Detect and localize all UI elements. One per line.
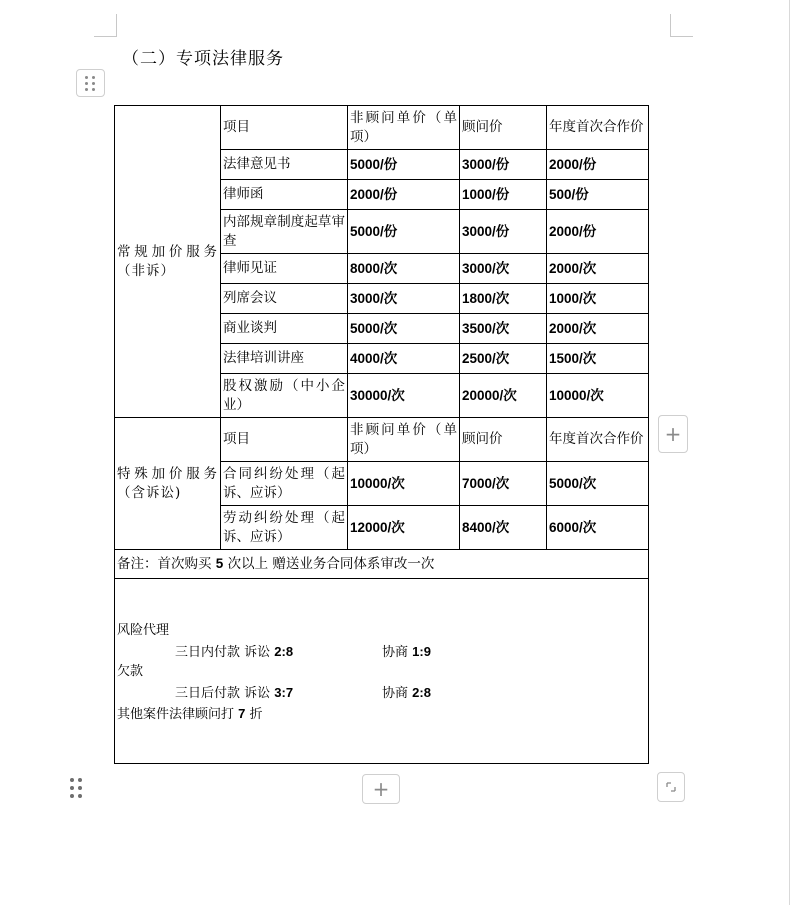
price-cell: 3000/次 — [460, 254, 547, 284]
within3-neg-line — [382, 642, 431, 662]
price-cell: 2000/份 — [547, 210, 649, 254]
price-cell: 5000/次 — [348, 314, 460, 344]
price-cell: 5000/份 — [348, 210, 460, 254]
within3-line — [175, 642, 293, 662]
item-cell: 法律意见书 — [221, 150, 348, 180]
plus-icon: + — [664, 422, 682, 446]
price-cell: 10000/次 — [348, 462, 460, 506]
header-item: 项目 — [221, 106, 348, 150]
after3-ratio: 3:7 — [274, 685, 294, 700]
item-cell: 律师函 — [221, 180, 348, 210]
after3-neg-ratio: 2:8 — [412, 685, 431, 700]
within3-label: 三日内付款 诉讼 — [175, 645, 271, 660]
price-cell: 3000/次 — [348, 284, 460, 314]
table-row — [115, 418, 649, 462]
item-cell: 劳动纠纷处理（起诉、应诉） — [221, 506, 348, 550]
price-cell: 1000/次 — [547, 284, 649, 314]
item-cell: 列席会议 — [221, 284, 348, 314]
note-cell — [115, 550, 649, 579]
price-cell: 1800/次 — [460, 284, 547, 314]
price-cell: 3000/份 — [460, 210, 547, 254]
price-cell: 500/份 — [547, 180, 649, 210]
price-cell: 2500/次 — [460, 344, 547, 374]
price-cell: 2000/份 — [547, 150, 649, 180]
risk-agency-label: 风险代理 — [117, 623, 170, 638]
header-non-advisor-price: 非顾问单价（单项） — [348, 418, 460, 462]
row-drag-handle[interactable] — [70, 778, 82, 798]
header-annual-first-price: 年度首次合作价 — [547, 106, 649, 150]
after3-line — [175, 683, 293, 703]
arrears-label: 欠款 — [117, 664, 144, 679]
price-cell: 2000/次 — [547, 314, 649, 344]
note-middle: 次以上 — [227, 556, 269, 572]
pricing-table — [114, 105, 649, 764]
table-resize-handle[interactable] — [657, 772, 685, 802]
plus-icon: + — [372, 777, 390, 801]
item-cell: 商业谈判 — [221, 314, 348, 344]
page-right-border — [789, 0, 790, 905]
drag-dots-icon — [85, 76, 96, 91]
other-cases-line — [117, 704, 263, 724]
price-cell: 2000/次 — [547, 254, 649, 284]
header-advisor-price: 顾问价 — [460, 106, 547, 150]
other-value: 7 — [238, 706, 246, 721]
within3-neg-label: 协商 — [382, 645, 409, 660]
page-corner-top-left — [94, 14, 117, 37]
table-row — [115, 106, 649, 150]
table-drag-handle[interactable] — [76, 69, 105, 97]
within3-ratio: 2:8 — [274, 644, 294, 659]
category-cell-special: 特殊加价服务（含诉讼) — [115, 418, 221, 550]
other-prefix: 其他案件法律顾问打 — [117, 707, 235, 722]
other-suffix: 折 — [249, 707, 263, 722]
price-cell: 12000/次 — [348, 506, 460, 550]
price-cell: 1000/份 — [460, 180, 547, 210]
price-cell: 30000/次 — [348, 374, 460, 418]
price-cell: 10000/次 — [547, 374, 649, 418]
price-cell: 7000/次 — [460, 462, 547, 506]
add-row-button[interactable] — [362, 774, 400, 804]
price-cell: 3500/次 — [460, 314, 547, 344]
header-annual-first-price: 年度首次合作价 — [547, 418, 649, 462]
price-cell: 20000/次 — [460, 374, 547, 418]
price-cell: 1500/次 — [547, 344, 649, 374]
drag-dots-icon — [70, 778, 82, 798]
price-cell: 8000/次 — [348, 254, 460, 284]
price-cell: 5000/次 — [547, 462, 649, 506]
price-cell: 5000/份 — [348, 150, 460, 180]
category-cell-regular: 常规加价服务（非诉） — [115, 106, 221, 418]
price-cell: 2000/份 — [348, 180, 460, 210]
item-cell: 股权激励（中小企业） — [221, 374, 348, 418]
note-prefix: 备注：首次购买 — [117, 556, 212, 572]
note-count: 5 — [215, 556, 224, 571]
table-row — [115, 550, 649, 579]
item-cell: 法律培训讲座 — [221, 344, 348, 374]
resize-corner-icon — [665, 781, 677, 793]
page-corner-top-right — [670, 14, 693, 37]
after3-label: 三日后付款 诉讼 — [175, 686, 271, 701]
section-heading: （二）专项法律服务 — [122, 49, 284, 69]
item-cell: 内部规章制度起草审查 — [221, 210, 348, 254]
after3-neg-line — [382, 683, 431, 703]
header-advisor-price: 顾问价 — [460, 418, 547, 462]
extra-info-cell — [115, 579, 649, 764]
price-cell: 4000/次 — [348, 344, 460, 374]
item-cell: 合同纠纷处理（起诉、应诉） — [221, 462, 348, 506]
after3-neg-label: 协商 — [382, 686, 409, 701]
price-cell: 6000/次 — [547, 506, 649, 550]
header-item: 项目 — [221, 418, 348, 462]
price-cell: 8400/次 — [460, 506, 547, 550]
note-suffix: 赠送业务合同体系审改一次 — [272, 556, 435, 572]
within3-neg-ratio: 1:9 — [412, 644, 431, 659]
item-cell: 律师见证 — [221, 254, 348, 284]
add-column-button[interactable] — [658, 415, 688, 453]
price-cell: 3000/份 — [460, 150, 547, 180]
table-row — [115, 579, 649, 764]
header-non-advisor-price: 非顾问单价（单项） — [348, 106, 460, 150]
